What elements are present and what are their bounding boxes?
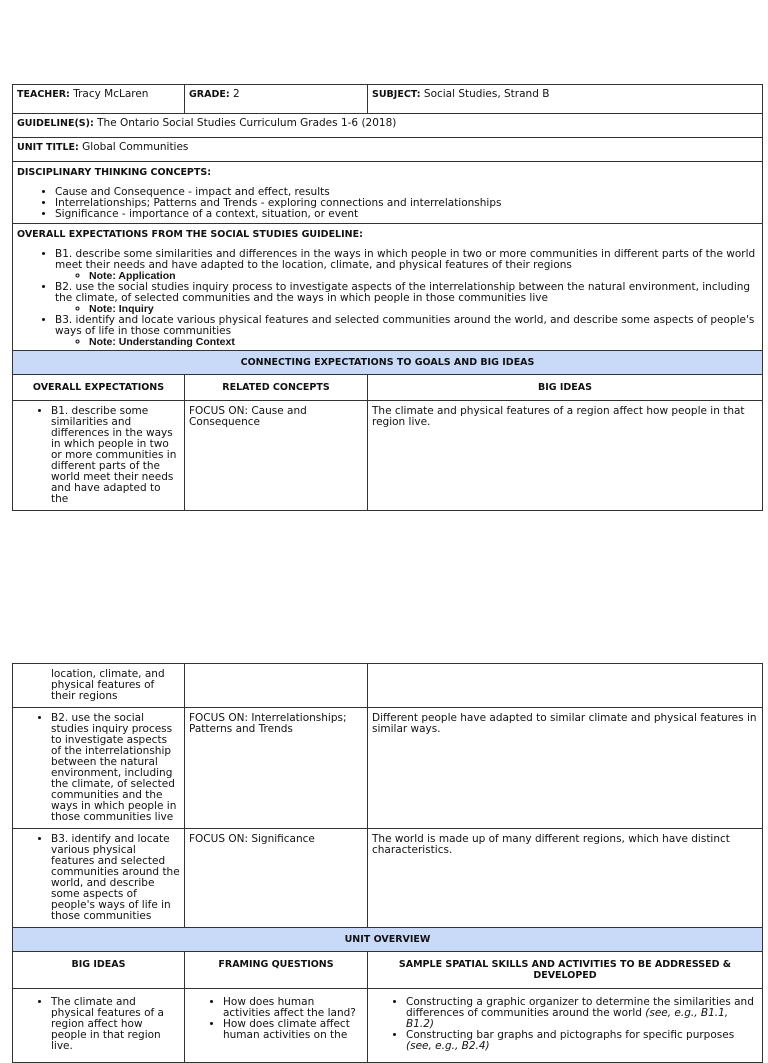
expectation-cell: • B2. use the social studies inquiry process to investigate aspects of the interrelationship between the natural environment, including the climate, of selected communities and the ways in which people in those communities live	[13, 708, 185, 829]
overall-expectations-list	[17, 249, 758, 348]
grade-value: 2	[232, 88, 240, 100]
col-head-overall-expectations: OVERALL EXPECTATIONS	[13, 375, 185, 401]
col-head-big-ideas: BIG IDEAS	[368, 375, 763, 401]
note-item: ◦ Note: Inquiry	[89, 304, 758, 315]
note-item: ◦ Note: Understanding Context	[89, 337, 758, 348]
big-idea-cell: The world is made up of many different regions, which have distinct characteristics.	[368, 829, 763, 928]
expectation-cell: • B1. describe some similarities and differences in the ways in which people in two or more communities in different parts of the world meet their needs and have adapted to the	[13, 401, 185, 511]
expectation-cell: • B3. identify and locate various physical features and selected communities around the world, and describe some aspects of people's ways of life in those communities	[13, 829, 185, 928]
thinking-concepts-cell	[13, 162, 763, 224]
concept-cell: FOCUS ON: Interrelationships; Patterns and Trends	[185, 708, 368, 829]
big-ideas-cell	[13, 989, 185, 1063]
thinking-concepts-label: DISCIPLINARY THINKING CONCEPTS:	[17, 167, 212, 178]
overall-expectations-cell	[13, 224, 763, 351]
list-item: • How does human activities affect the land?	[223, 997, 363, 1019]
connecting-header-row	[13, 351, 763, 375]
list-item: • Interrelationships; Patterns and Trends - exploring connections and interrelationships	[55, 198, 758, 209]
overview-column-heads	[13, 952, 763, 989]
unit-plan-table-page-1	[12, 84, 763, 511]
overall-expectations-row	[13, 224, 763, 351]
guideline-row	[13, 114, 763, 138]
teacher-name: Tracy McLaren	[73, 88, 149, 100]
guideline-cell: GUIDELINE(S): The Ontario Social Studies Curriculum Grades 1-6 (2018)	[13, 114, 763, 138]
subject-cell: SUBJECT: Social Studies, Strand B	[368, 85, 763, 114]
overview-header-row	[13, 928, 763, 952]
concept-cell	[185, 664, 368, 708]
table-row	[13, 989, 763, 1063]
concept-cell: FOCUS ON: Cause and Consequence	[185, 401, 368, 511]
unit-plan-table-page-2	[12, 663, 763, 1063]
teacher-cell: TEACHER: Tracy McLaren	[13, 85, 185, 114]
big-idea-cell: Different people have adapted to similar climate and physical features in similar ways.	[368, 708, 763, 829]
col-head-spatial-skills: SAMPLE SPATIAL SKILLS AND ACTIVITIES TO BE ADDRESSED & DEVELOPED	[368, 952, 763, 989]
unit-title-row	[13, 138, 763, 162]
connecting-header: CONNECTING EXPECTATIONS TO GOALS AND BIG IDEAS	[13, 351, 763, 375]
list-item: • Significance - importance of a context, situation, or event	[55, 209, 758, 220]
list-item: • Constructing a graphic organizer to determine the similarities and differences of communities around the world (see, e.g., B1.1, B1.2)	[406, 997, 758, 1030]
overall-expectations-label: OVERALL EXPECTATIONS FROM THE SOCIAL STUDIES GUIDELINE:	[17, 229, 363, 240]
table-row	[13, 829, 763, 928]
table-row	[13, 708, 763, 829]
list-item: • B2. use the social studies inquiry process to investigate aspects of the interrelationship between the natural environment, including the climate, of selected communities and the ways in which people in those communities live ◦ Note: Inquiry	[55, 282, 758, 315]
big-idea-cell	[368, 664, 763, 708]
spatial-skills-cell	[368, 989, 763, 1063]
thinking-concepts-row	[13, 162, 763, 224]
connecting-column-heads	[13, 375, 763, 401]
table-row	[13, 664, 763, 708]
col-head-framing-questions: FRAMING QUESTIONS	[185, 952, 368, 989]
guideline-value: The Ontario Social Studies Curriculum Grades 1-6 (2018)	[97, 117, 397, 129]
col-head-related-concepts: RELATED CONCEPTS	[185, 375, 368, 401]
thinking-concepts-list	[17, 187, 758, 220]
col-head-big-ideas: BIG IDEAS	[13, 952, 185, 989]
big-idea-cell: The climate and physical features of a region affect how people in that region live.	[368, 401, 763, 511]
list-item: • B3. identify and locate various physical features and selected communities around the world, and describe some aspects of people's ways of life in those communities ◦ Note: Understanding Context	[55, 315, 758, 348]
table-row	[13, 401, 763, 511]
list-item: • The climate and physical features of a region affect how people in that region live.	[51, 997, 180, 1052]
grade-cell: GRADE: 2	[185, 85, 368, 114]
note-item: ◦ Note: Application	[89, 271, 758, 282]
subject-value: Social Studies, Strand B	[423, 88, 550, 100]
list-item: • Cause and Consequence - impact and effect, results	[55, 187, 758, 198]
list-item: • B1. describe some similarities and differences in the ways in which people in two or more communities in different parts of the world meet their needs and have adapted to the location, climate, and physical features of their regions ◦ Note: Application	[55, 249, 758, 282]
unit-overview-header: UNIT OVERVIEW	[13, 928, 763, 952]
unit-title-value: Global Communities	[82, 141, 189, 153]
concept-cell: FOCUS ON: Significance	[185, 829, 368, 928]
unit-title-cell: UNIT TITLE: Global Communities	[13, 138, 763, 162]
expectation-cell: location, climate, and physical features of their regions	[13, 664, 185, 708]
list-item: • How does climate affect human activities on the	[223, 1019, 363, 1041]
framing-questions-cell	[185, 989, 368, 1063]
header-row	[13, 85, 763, 114]
list-item: • Constructing bar graphs and pictographs for specific purposes (see, e.g., B2.4)	[406, 1030, 758, 1052]
